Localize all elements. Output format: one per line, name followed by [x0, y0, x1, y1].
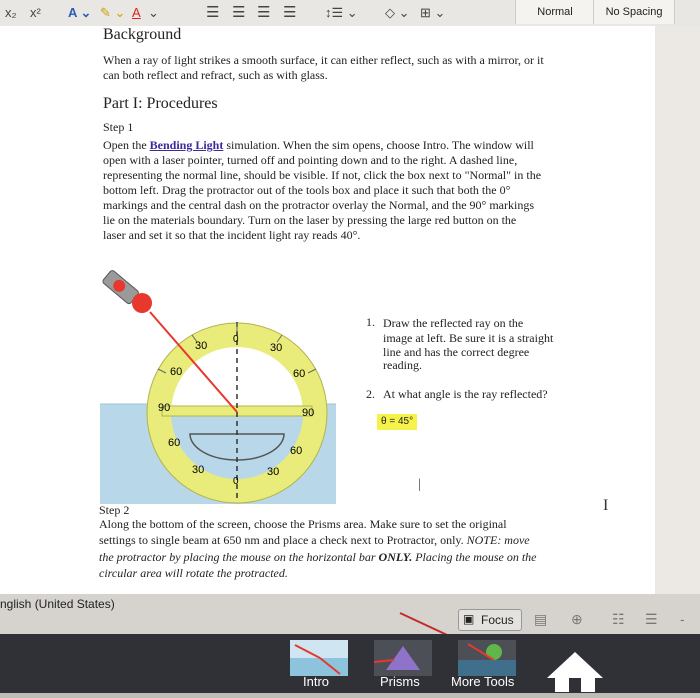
borders-icon[interactable]: ⊞ ⌄ — [420, 5, 446, 20]
justify-icon[interactable]: ☰ — [283, 4, 297, 21]
web-layout-icon[interactable]: ⊕ — [571, 611, 583, 627]
prisms-thumbnail[interactable] — [374, 640, 432, 676]
question-1-line: image at left. Be sure it is a straight — [383, 331, 554, 345]
question-1-number: 1. — [366, 315, 375, 329]
protractor-label: 30 — [270, 342, 283, 354]
superscript-button[interactable]: x² — [30, 5, 41, 20]
protractor-label: 0 — [233, 476, 239, 487]
home-icon[interactable] — [545, 648, 605, 698]
step1-line: markings and the central dash on the protractor overlay the Normal, and the 90° markings — [103, 198, 534, 212]
ibeam-cursor-icon: I — [603, 497, 609, 514]
answer-highlight[interactable]: θ = 45° — [377, 414, 417, 430]
background-text-line: can both reflect and refract, such as with glass. — [103, 68, 328, 82]
highlight-color-icon[interactable]: ✎ ⌄ — [100, 5, 126, 20]
document-margin — [655, 26, 700, 594]
step2-italic-text: Placing the mouse on the — [415, 550, 537, 564]
print-layout-icon[interactable]: ▤ — [534, 611, 548, 627]
status-bar — [0, 594, 700, 634]
protractor-label: 60 — [168, 437, 181, 449]
more-tools-thumbnail-graphic — [458, 640, 516, 676]
step2-heading: Step 2 — [99, 503, 130, 517]
protractor-label: 60 — [293, 368, 306, 380]
style-no-spacing[interactable]: No Spacing — [593, 0, 675, 24]
tab-intro[interactable]: Intro — [303, 674, 330, 689]
step2-italic-line — [99, 550, 537, 565]
intro-thumbnail[interactable] — [290, 640, 348, 676]
bending-light-link[interactable]: Bending Light — [149, 138, 224, 152]
protractor-label: 0 — [233, 334, 239, 345]
zoom-out-icon[interactable]: - — [680, 611, 685, 627]
home-icon-graphic — [545, 648, 605, 693]
background-heading: Background — [103, 26, 182, 43]
formatting-toolbar — [0, 0, 700, 27]
question-1-line: Draw the reflected ray on the — [383, 316, 524, 330]
step1-first-line — [103, 138, 534, 153]
tab-more-tools[interactable]: More Tools — [451, 674, 515, 689]
part1-heading: Part I: Procedures — [103, 95, 218, 112]
step2-italic-line: circular area will rotate the protracted. — [99, 566, 288, 580]
protractor-label: 90 — [302, 407, 315, 419]
step1-prefix: Open the — [103, 138, 150, 152]
bending-light-image — [100, 262, 336, 504]
prisms-thumbnail-graphic — [374, 640, 432, 676]
focus-icon: ▣ — [463, 612, 475, 626]
question-1-line: reading. — [383, 358, 422, 372]
outline-icon[interactable]: ☷ — [612, 611, 625, 627]
step2-line: settings to single beam at 650 nm and place a check next to Protractor, only. — [99, 533, 464, 547]
step1-line: representing the normal line, should be visible. If not, click the box next to "Normal" in the — [103, 168, 542, 182]
subscript-button[interactable]: x₂ — [5, 5, 17, 20]
question-2-number: 2. — [366, 387, 375, 401]
protractor-label: 60 — [290, 445, 303, 457]
more-tools-thumbnail[interactable] — [458, 640, 516, 676]
protractor-label: 60 — [170, 366, 183, 378]
align-left-icon[interactable]: ☰ — [206, 4, 220, 21]
step2-line: Along the bottom of the screen, choose the Prisms area. Make sure to set the original — [99, 517, 507, 531]
font-color-button[interactable]: A — [132, 5, 141, 20]
step1-line: laser and set it so that the incident light ray reads 40°. — [103, 228, 361, 242]
protractor-label: 30 — [195, 340, 208, 352]
draft-icon[interactable]: ☰ — [645, 611, 658, 627]
protractor-label: 30 — [267, 466, 280, 478]
question-1-line: line and has the correct degree — [383, 345, 530, 359]
language-status[interactable]: nglish (United States) — [0, 597, 115, 611]
focus-button[interactable] — [458, 609, 522, 631]
text-effects-button[interactable]: A ⌄ — [68, 5, 92, 20]
focus-label: Focus — [481, 613, 514, 627]
step1-line: lie on the materials boundary. Turn on the laser by pressing the large red button on the — [103, 213, 517, 227]
step2-italic-text: the protractor by placing the mouse on the horizontal bar — [99, 550, 376, 564]
protractor-label: 30 — [192, 464, 205, 476]
font-color-dropdown-icon[interactable]: ⌄ — [148, 5, 159, 20]
text-cursor-icon: | — [418, 477, 421, 492]
intro-thumbnail-graphic — [290, 640, 348, 676]
step2-note-prefix: NOTE: move — [466, 533, 530, 547]
tab-prisms[interactable]: Prisms — [380, 674, 420, 689]
align-center-icon[interactable]: ☰ — [232, 4, 246, 21]
line-spacing-icon[interactable]: ↕☰ ⌄ — [325, 5, 358, 20]
step1-line: bottom left. Drag the protractor out of the tools box and place it such that both the 0° — [103, 183, 511, 197]
step1-heading: Step 1 — [103, 120, 134, 134]
align-right-icon[interactable]: ☰ — [257, 4, 271, 21]
shading-icon[interactable]: ◇ ⌄ — [385, 5, 410, 20]
step2-only: ONLY. — [378, 550, 413, 564]
protractor-label: 90 — [158, 402, 171, 414]
step1-suffix: simulation. When the sim opens, choose Intro. The window will — [223, 138, 534, 152]
step1-line: open with a laser pointer, turned off and pointing down and to the right. A dashed line, — [103, 153, 518, 167]
step2-line-with-note — [99, 533, 530, 548]
laser-button[interactable] — [132, 293, 152, 313]
question-2-text: At what angle is the ray reflected? — [383, 387, 548, 401]
background-text-line: When a ray of light strikes a smooth surface, it can either reflect, such as with a mirror, or it — [103, 53, 544, 67]
style-normal[interactable]: Normal — [515, 0, 595, 24]
